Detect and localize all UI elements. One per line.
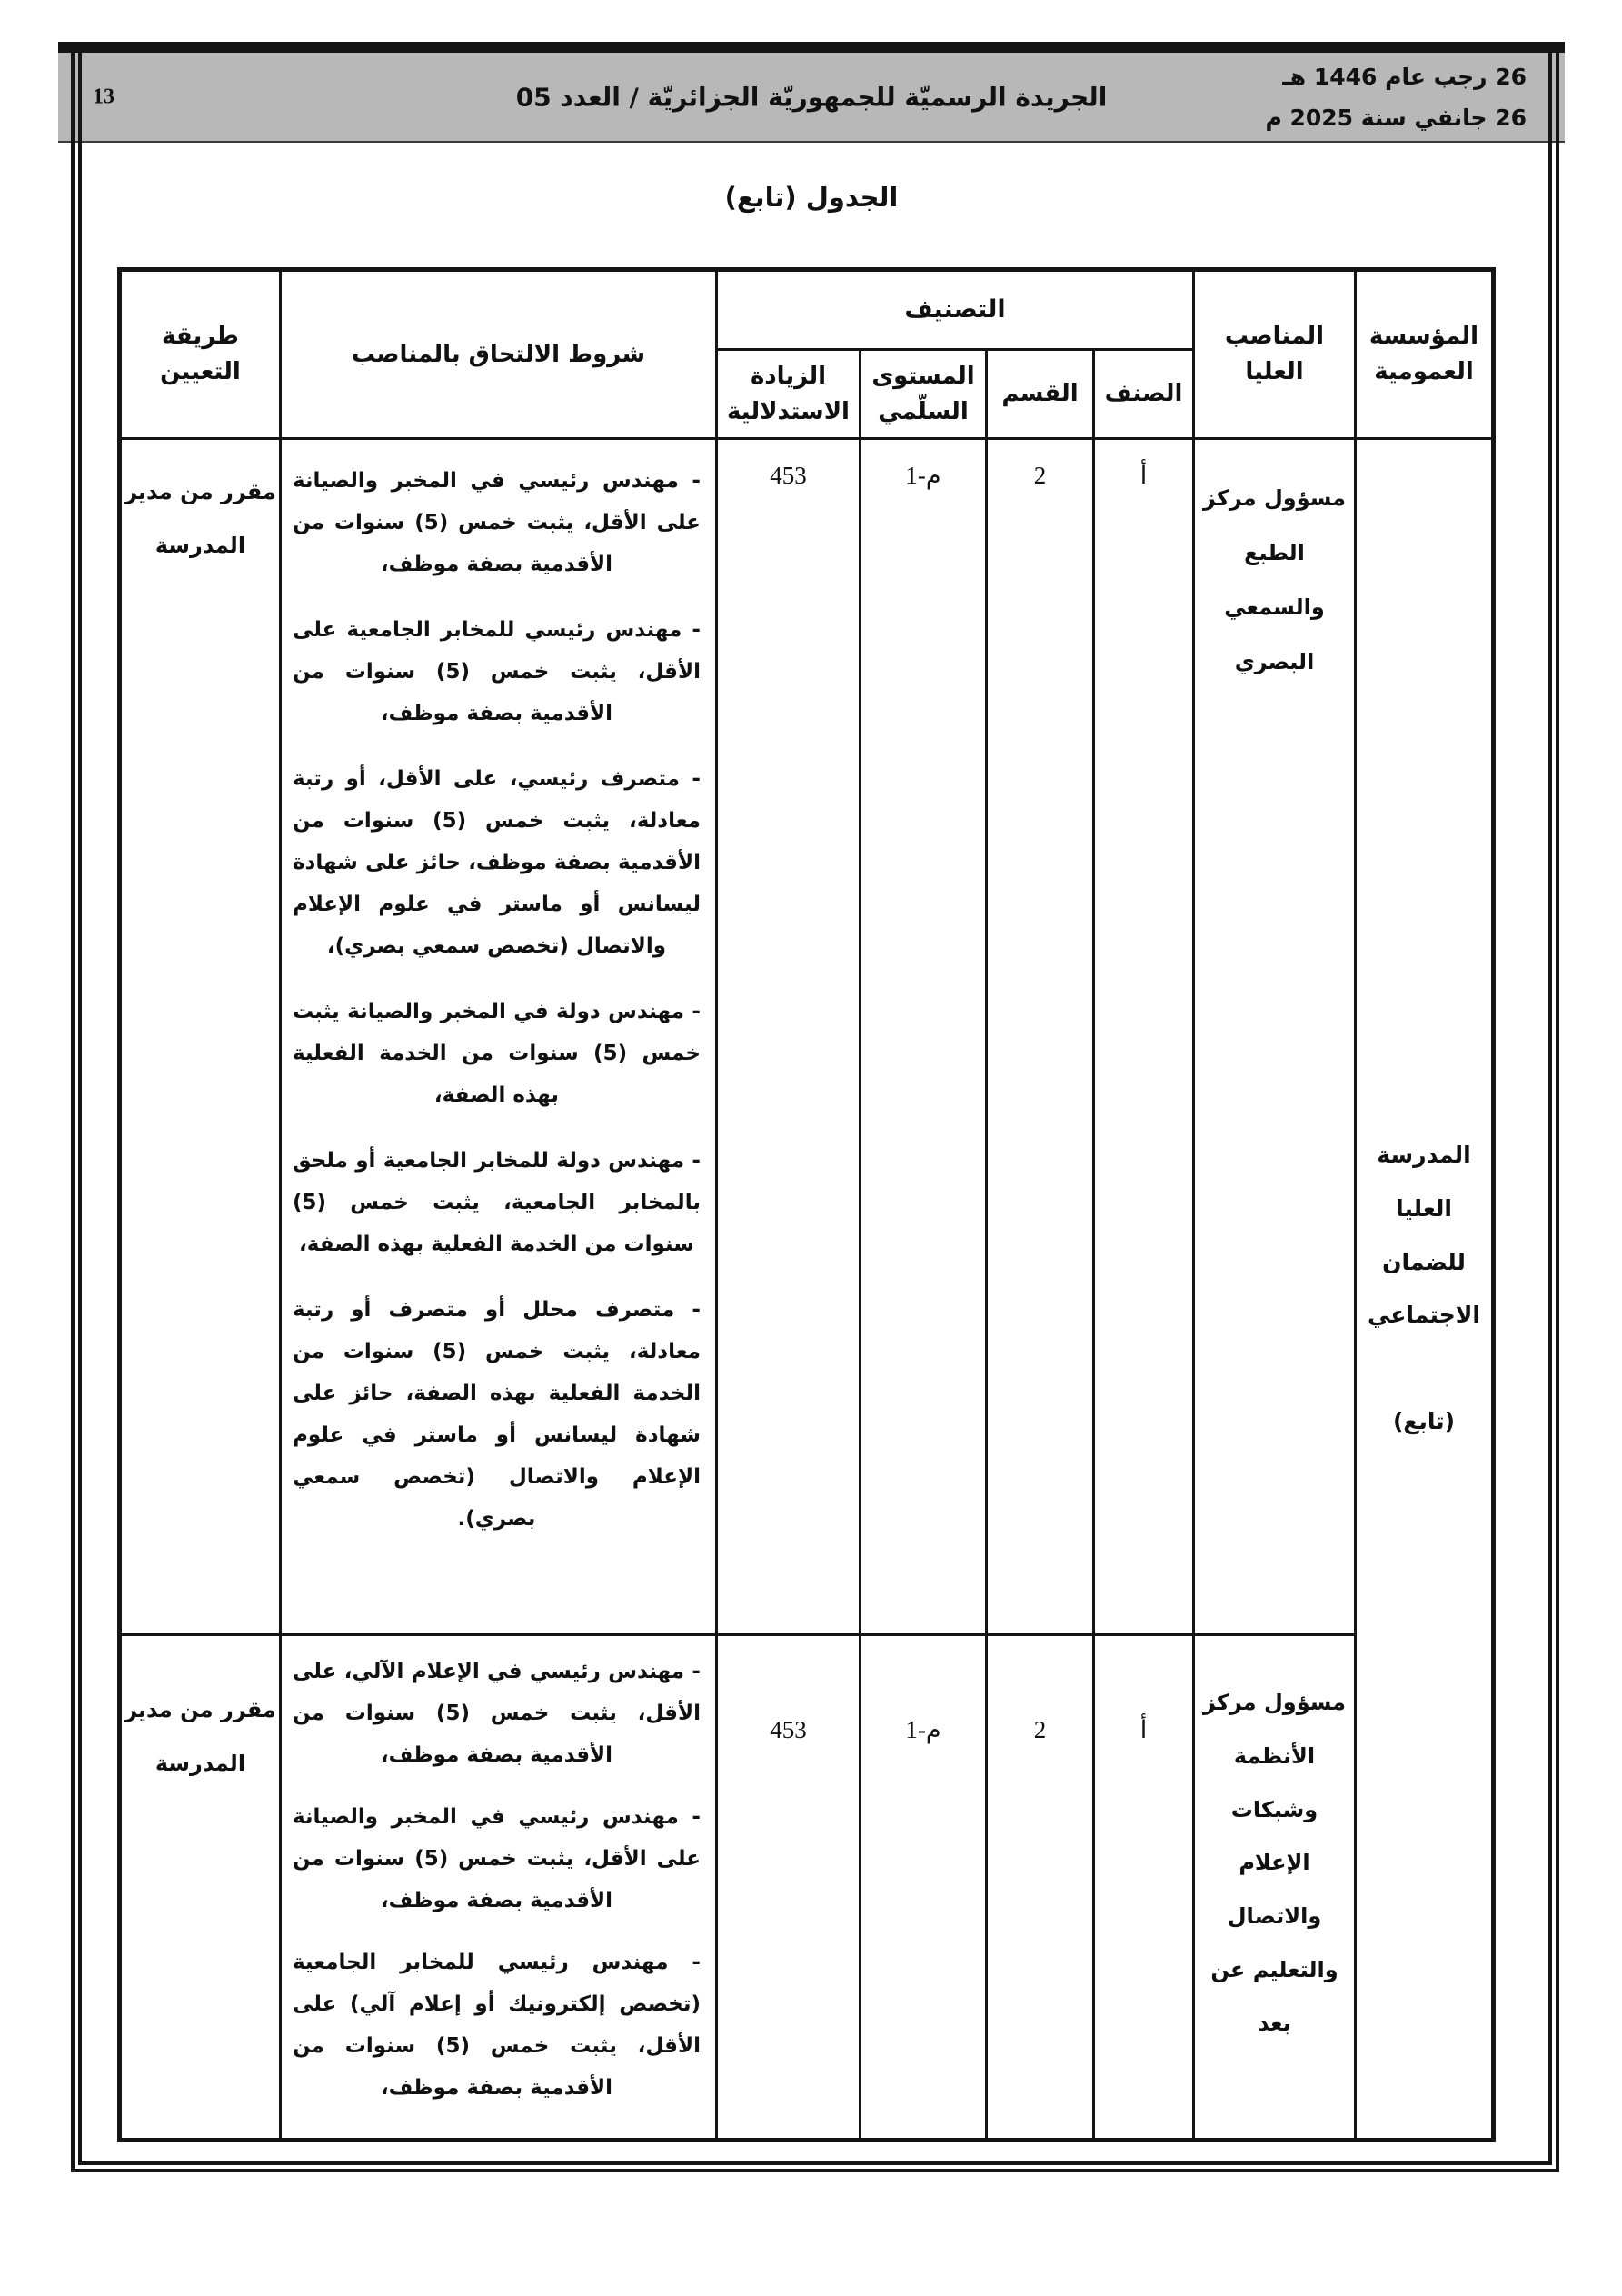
condition-item: - مهندس رئيسي في المخبر والصيانة على الأقل، يثبت خمس (5) سنوات من الأقدمية بصفة موظف، xyxy=(292,469,701,576)
col-header-conditions: شروط الالتحاق بالمناصب xyxy=(280,270,716,439)
section-cell: 2 xyxy=(987,1635,1094,2141)
index-increase-cell: 453 xyxy=(716,439,860,1635)
col-header-category: الصنف xyxy=(1094,350,1194,439)
condition-item: - مهندس دولة للمخابر الجامعية أو ملحق بالمخابر الجامعية، يثبت خمس (5) سنوات من الخدمة الفعلية بهذه الصفة، xyxy=(292,1149,701,1256)
condition-item: - مهندس رئيسي في الإعلام الآلي، على الأقل، يثبت خمس (5) سنوات من الأقدمية بصفة موظف، xyxy=(292,1660,701,1767)
condition-item: - مهندس رئيسي للمخابر الجامعية على الأقل، يثبت خمس (5) سنوات من الأقدمية بصفة موظف، xyxy=(292,618,701,725)
appointment-cell: مقرر من مدير المدرسة xyxy=(119,1635,280,2141)
col-header-positions: المناصب العليا xyxy=(1194,270,1356,439)
date-hijri: 26 رجب عام 1446 هـ xyxy=(1282,64,1527,90)
col-header-level: المستوى السلّمي xyxy=(861,350,987,439)
condition-item: - مهندس رئيسي في المخبر والصيانة على الأقل، يثبت خمس (5) سنوات من الأقدمية بصفة موظف، xyxy=(292,1805,701,1912)
condition-item: - متصرف رئيسي، على الأقل، أو رتبة معادلة، يثبت خمس (5) سنوات من الأقدمية بصفة موظف، حائز على شهادة ليسانس أو ماستر في علوم الإعلام والاتصال (تخصص سمعي بصري)، xyxy=(292,767,701,958)
page-number: 13 xyxy=(93,85,114,108)
category-cell: أ xyxy=(1094,1635,1194,2141)
table-row xyxy=(119,1635,1493,2141)
col-header-appointment: طريقة التعيين xyxy=(119,270,280,439)
table-row xyxy=(119,439,1493,1635)
journal-title: الجريدة الرسميّة للجمهوريّة الجزائريّة / العدد 05 xyxy=(515,82,1108,112)
category-cell: أ xyxy=(1094,439,1194,1635)
position-cell: مسؤول مركز الطبع والسمعي البصري xyxy=(1194,439,1356,1635)
col-header-index-increase: الزيادة الاستدلالية xyxy=(716,350,860,439)
institution-name: المدرسة العليا للضمان الاجتماعي xyxy=(1368,1142,1480,1329)
conditions-cell xyxy=(280,1635,716,2141)
index-increase-cell: 453 xyxy=(716,1635,860,2141)
institution-cell xyxy=(1356,439,1494,2141)
col-header-classification: التصنيف xyxy=(716,270,1193,350)
positions-table xyxy=(117,267,1496,2142)
level-cell: م-1 xyxy=(861,439,987,1635)
table-title: الجدول (تابع) xyxy=(724,182,899,213)
col-header-section: القسم xyxy=(987,350,1094,439)
condition-item: - مهندس دولة في المخبر والصيانة يثبت خمس (5) سنوات من الخدمة الفعلية بهذه الصفة، xyxy=(292,1000,701,1107)
condition-item: - مهندس رئيسي للمخابر الجامعية (تخصص إلكترونيك أو إعلام آلي) على الأقل، يثبت خمس (5) سنوات من الأقدمية بصفة موظف، xyxy=(292,1951,701,2100)
appointment-cell: مقرر من مدير المدرسة xyxy=(119,439,280,1635)
date-gregorian: 26 جانفي سنة 2025 م xyxy=(1265,105,1527,131)
position-cell: مسؤول مركز الأنظمة وشبكات الإعلام والاتصال والتعليم عن بعد xyxy=(1194,1635,1356,2141)
col-header-institution: المؤسسة العمومية xyxy=(1356,270,1494,439)
section-cell: 2 xyxy=(987,439,1094,1635)
conditions-cell xyxy=(280,439,716,1635)
level-cell: م-1 xyxy=(861,1635,987,2141)
positions-table-wrap xyxy=(118,267,1496,2142)
condition-item: - متصرف محلل أو متصرف أو رتبة معادلة، يثبت خمس (5) سنوات من الخدمة الفعلية بهذه الصفة، حائز على شهادة ليسانس أو ماستر في علوم الإعلام والاتصال (تخصص سمعي بصري). xyxy=(292,1298,701,1531)
institution-continued: (تابع) xyxy=(1392,1408,1456,1435)
page-top-rule xyxy=(58,42,1565,53)
